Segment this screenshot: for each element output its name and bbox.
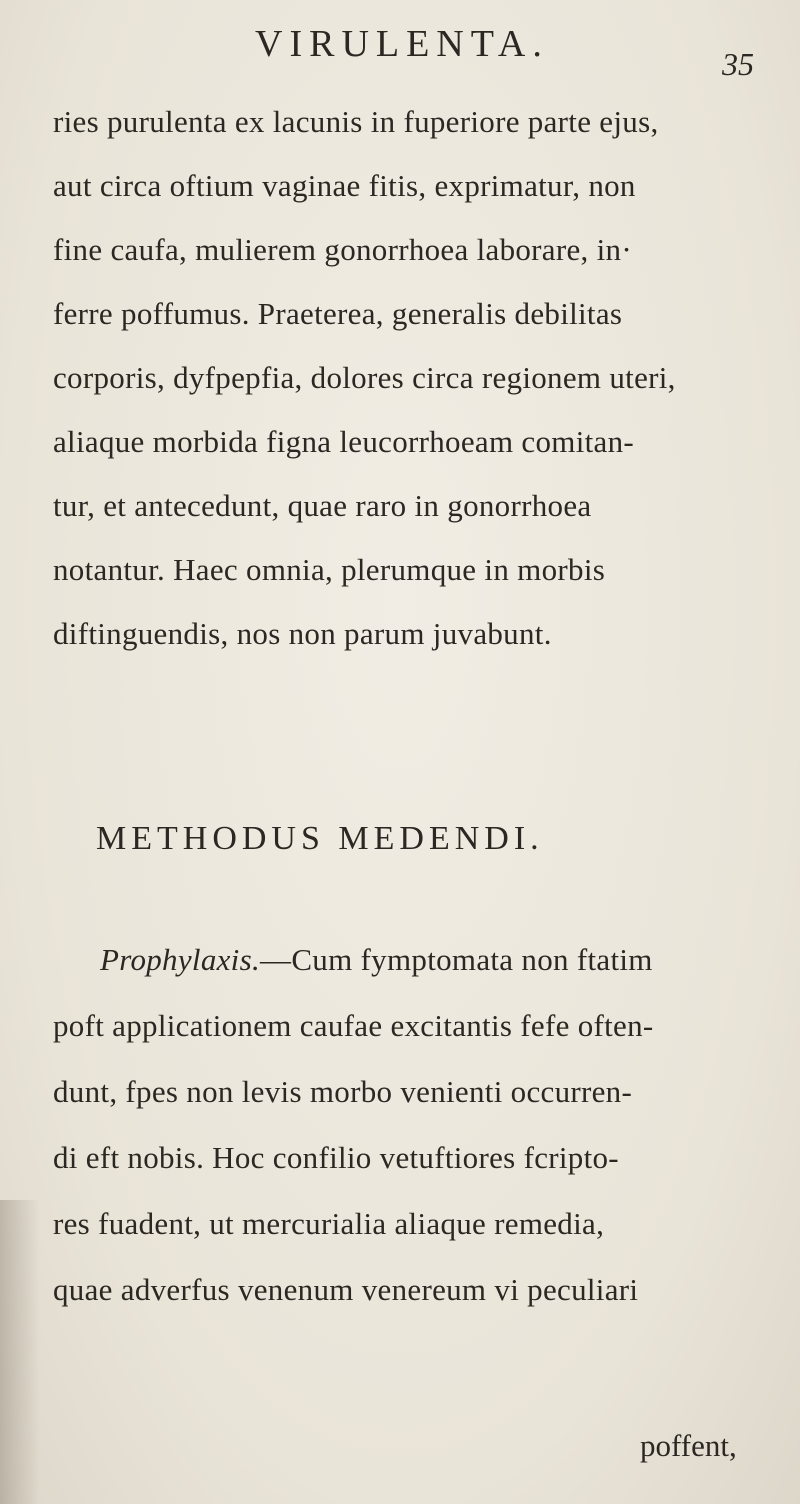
page-number: 35	[722, 46, 754, 82]
text-line: diftinguendis, nos non parum juvabunt.	[53, 616, 552, 651]
text-line-rest: —Cum fymptomata non ftatim	[260, 942, 653, 977]
subsection-label: Prophylaxis.	[100, 942, 261, 977]
text-line: poft applicationem caufae excitantis fefe often-	[53, 1008, 654, 1043]
page-edge-shadow	[0, 1200, 40, 1504]
text-line: corporis, dyfpepfia, dolores circa regionem uteri,	[53, 360, 676, 395]
running-title: VIRULENTA.	[255, 23, 549, 65]
text-line: aut circa oftium vaginae fitis, exprimatur, non	[53, 168, 636, 203]
catchword: poffent,	[640, 1428, 737, 1463]
text-line: tur, et antecedunt, quae raro in gonorrhoea	[53, 488, 592, 523]
text-line-first	[100, 942, 653, 978]
text-line: aliaque morbida figna leucorrhoeam comitan-	[53, 424, 634, 459]
text-line: res fuadent, ut mercurialia aliaque remedia,	[53, 1206, 605, 1241]
text-line: quae adverfus venenum venereum vi peculiari	[53, 1272, 639, 1307]
text-line: notantur. Haec omnia, plerumque in morbis	[53, 552, 606, 587]
text-line: ferre poffumus. Praeterea, generalis debilitas	[53, 296, 623, 331]
text-line: dunt, fpes non levis morbo venienti occurren-	[53, 1074, 633, 1109]
text-line: fine caufa, mulierem gonorrhoea laborare, in·	[53, 232, 632, 267]
text-line: di eft nobis. Hoc confilio vetuftiores fcripto-	[53, 1140, 619, 1175]
section-heading: METHODUS MEDENDI.	[96, 820, 544, 857]
text-line: ries purulenta ex lacunis in fuperiore parte ejus,	[53, 104, 659, 139]
